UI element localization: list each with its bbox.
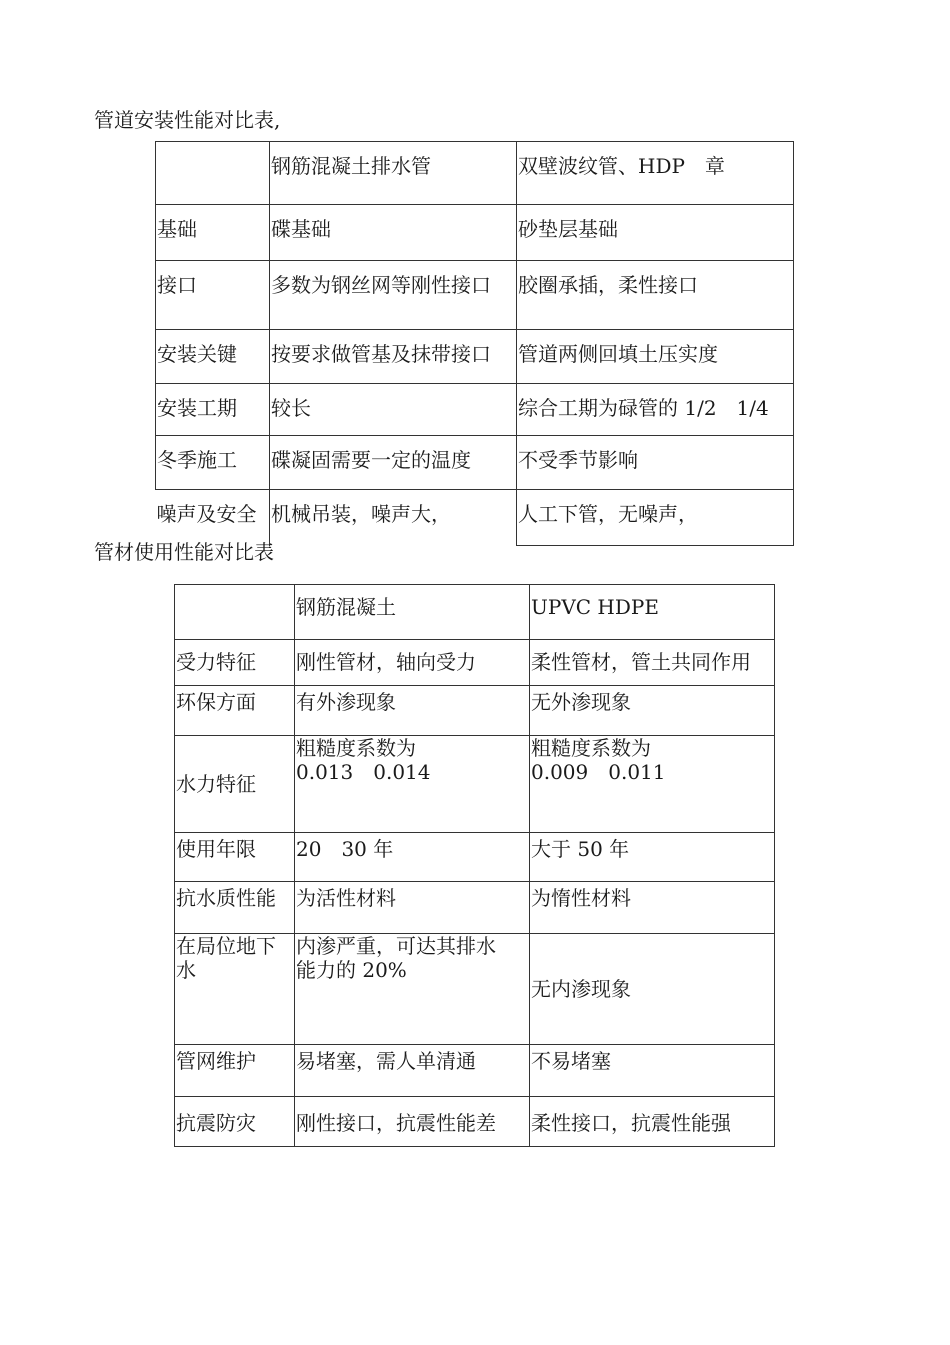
table-cell: 为惰性材料: [530, 882, 775, 934]
table-cell: 粗糙度系数为 0.013 0.014: [295, 736, 530, 833]
table-cell: 基础: [156, 205, 270, 261]
table-cell: 双壁波纹管、HDP 章: [517, 142, 794, 205]
table-row: [175, 585, 775, 640]
table-cell: 人工下管，无噪声，: [517, 490, 794, 546]
table-cell: 冬季施工: [156, 436, 270, 490]
table-cell: 粗糙度系数为 0.009 0.011: [530, 736, 775, 833]
usage-comparison-table: [174, 584, 775, 1147]
table-cell: 大于 50 年: [530, 833, 775, 882]
table-cell: 受力特征: [175, 640, 295, 686]
table-cell: 柔性管材，管土共同作用: [530, 640, 775, 686]
table-row: [175, 882, 775, 934]
table-row: [156, 436, 794, 490]
table-row: [156, 205, 794, 261]
table-row: [156, 330, 794, 384]
table-row: [156, 384, 794, 436]
table-row: [175, 833, 775, 882]
table-cell: 较长: [270, 384, 517, 436]
table-cell: 管网维护: [175, 1045, 295, 1097]
table-cell: 刚性管材，轴向受力: [295, 640, 530, 686]
table-cell: 柔性接口，抗震性能强: [530, 1097, 775, 1147]
table-row: [175, 1097, 775, 1147]
table2-caption: 管材使用性能对比表: [94, 540, 274, 564]
installation-comparison-table: [155, 141, 794, 546]
table-cell: 无内渗现象: [530, 934, 775, 1045]
table-cell: 环保方面: [175, 686, 295, 736]
table-cell: 20 30 年: [295, 833, 530, 882]
table-cell: 不易堵塞: [530, 1045, 775, 1097]
table-cell: 钢筋混凝土: [295, 585, 530, 640]
table-cell: 不受季节影响: [517, 436, 794, 490]
table-cell: 安装工期: [156, 384, 270, 436]
table-row: [175, 686, 775, 736]
table-cell: 安装关键: [156, 330, 270, 384]
table-row: [156, 490, 794, 546]
table-row: [156, 261, 794, 330]
table-cell: 抗水质性能: [175, 882, 295, 934]
table-cell: 碟基础: [270, 205, 517, 261]
table-cell: 无外渗现象: [530, 686, 775, 736]
table-cell: 砂垫层基础: [517, 205, 794, 261]
table-cell: 管道两侧回填土压实度: [517, 330, 794, 384]
table-row: [175, 1045, 775, 1097]
table-cell: 多数为钢丝网等刚性接口: [270, 261, 517, 330]
table-cell: 在局位地下 水: [175, 934, 295, 1045]
table-cell: [156, 142, 270, 205]
table-row: [175, 640, 775, 686]
table-row: [156, 142, 794, 205]
table-cell: 接口: [156, 261, 270, 330]
table-cell: 碟凝固需要一定的温度: [270, 436, 517, 490]
table-cell: 水力特征: [175, 736, 295, 833]
table-cell: 有外渗现象: [295, 686, 530, 736]
table-cell: 刚性接口，抗震性能差: [295, 1097, 530, 1147]
table-cell: 噪声及安全: [156, 490, 270, 546]
table-cell: 胶圈承插，柔性接口: [517, 261, 794, 330]
table-cell: 使用年限: [175, 833, 295, 882]
table-cell: [175, 585, 295, 640]
table-cell: 钢筋混凝土排水管: [270, 142, 517, 205]
table-row: [175, 736, 775, 833]
table-cell: 易堵塞，需人单清通: [295, 1045, 530, 1097]
table-cell: 为活性材料: [295, 882, 530, 934]
table-cell: 内渗严重，可达其排水 能力的 20%: [295, 934, 530, 1045]
table-cell: 抗震防灾: [175, 1097, 295, 1147]
table-row: [175, 934, 775, 1045]
table-cell: 机械吊装，噪声大，: [270, 490, 517, 546]
table-cell: UPVC HDPE: [530, 585, 775, 640]
table1-caption: 管道安装性能对比表,: [94, 108, 281, 132]
table-cell: 综合工期为碌管的 1/2 1/4: [517, 384, 794, 436]
table-cell: 按要求做管基及抹带接口: [270, 330, 517, 384]
